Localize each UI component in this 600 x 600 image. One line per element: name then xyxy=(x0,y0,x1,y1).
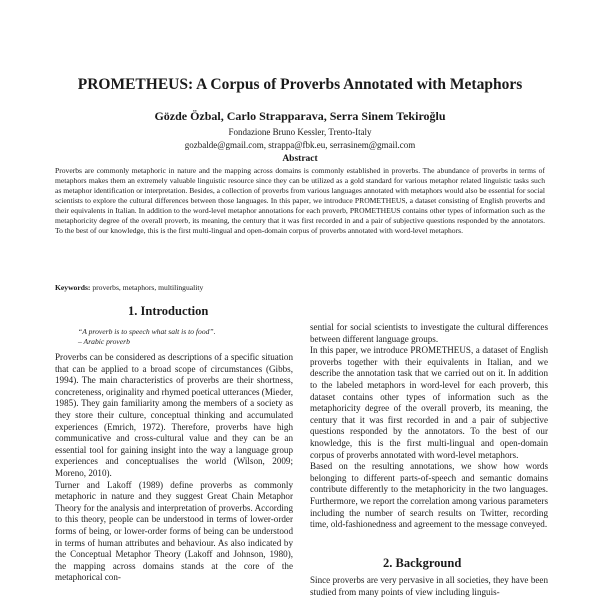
paragraph-text: , a dataset of English proverbs together with their equivalents in Italian, and we describe the annotation task that we carried out on it. In addition to the labeled metaphors in word-level for each proverb, this dataset contains other types of information such as the metaphoricity degree of the overall proverb, its meaning, the century that it was first recorded in and a pair of subjective questions responded by the annotators. To the best of our knowledge, this is the first multi-lingual and open-domain corpus of proverbs annotated with word-level metaphors. xyxy=(310,345,548,460)
keywords-label: Keywords: xyxy=(55,283,91,292)
abstract-corpus-name: PROMETHEUS xyxy=(349,206,401,215)
epigraph xyxy=(78,327,288,347)
intro-paragraph-2: Turner and Lakoff (1989) define proverbs as commonly metaphoric in nature and they suggest Great Chain Metaphor Theory for the analysis and interpretation of proverbs. According to this theory, people can be understood in terms of lower-order forms of being, or lower-order forms of being can be understood in terms of human attributes and behaviour. As also indicated by the Conceptual Metaphor Theory (Lakoff and Johnson, 1980), the mapping across domains stands at the core of the metaphorical con- xyxy=(55,479,293,583)
intro-paragraph-3: sential for social scientists to investigate the cultural differences between different language groups. xyxy=(310,322,548,344)
abstract-body xyxy=(55,166,545,236)
background-column xyxy=(310,575,548,598)
intro-paragraph-4 xyxy=(310,345,548,461)
intro-paragraph-1: Proverbs can be considered as descriptions of a specific situation that can be applied to a broad scope of circumstances (Gibbs, 1994). The main characteristics of proverbs are their shortness, concreteness, originality and rhymed poetical utterances (Mieder, 1985). They gain familiarity among the members of a society as they store their culture, conceptual thinking and accumulated experiences (Emrich, 1972). Therefore, proverbs have high communicative and cross-cultural value and they can be an essential tool for gaining insight into the way a language group experiences and conceptualises the world (Wilson, 2009; Moreno, 2010). xyxy=(55,352,294,478)
authors: Gözde Özbal, Carlo Strapparava, Serra Sinem Tekiroğlu xyxy=(154,109,446,123)
left-column xyxy=(55,352,293,584)
author-emails: gozbalde@gmail.com, strappa@fbk.eu, serrasinem@gmail.com xyxy=(184,140,416,150)
paragraph-text: In this paper, we introduce xyxy=(310,345,411,356)
title-rest: : A Corpus of Proverbs Annotated with Metaphors xyxy=(187,76,523,93)
abstract-corpus-name: PROMETHEUS xyxy=(354,196,406,205)
epigraph-quote: “A proverb is to speech what salt is to food”. xyxy=(78,327,216,336)
right-column xyxy=(310,322,548,531)
abstract-heading: Abstract xyxy=(282,154,318,164)
abstract-text: Proverbs are commonly metaphoric in nature and the mapping across domains is commonly established in proverbs. The abundance of proverbs in terms of metaphors makes them an extremely valuable linguistic resource since they can be utilized as a gold standard for various metaphor related linguistic tasks such as metaphor identification or interpretation. Besides, a collection of proverbs from various languages annotated with metaphors would also be essential for social scientists to explore the cultural differences between those languages. In this paper, we introduce xyxy=(55,166,545,205)
corpus-name: PROMETHEUS xyxy=(77,76,188,93)
intro-paragraph-5: Based on the resulting annotations, we show how words belonging to different parts-of-speech and semantic domains contribute differently to the metaphoricity in the two languages. Furthermore, we report the correlation among various parameters including the number of search results on Twitter, recording time, old-fashionedness and agreement to the message conveyed. xyxy=(310,461,548,530)
corpus-name: PROMETHEUS xyxy=(410,345,471,356)
affiliation: Fondazione Bruno Kessler, Trento-Italy xyxy=(228,127,372,137)
abstract-text: , a dataset consisting of English proverbs and their equivalents in Italian. In addition to the word-level metaphor annotations for each proverb, xyxy=(55,196,545,215)
section-heading-background: 2. Background xyxy=(383,556,462,570)
keywords xyxy=(55,283,545,293)
background-paragraph-1: Since proverbs are very pervasive in all societies, they have been studied from many points of view including linguis- xyxy=(310,575,548,597)
epigraph-source: – Arabic proverb xyxy=(78,337,130,346)
section-heading-introduction: 1. Introduction xyxy=(128,304,209,318)
abstract-text: contains other types of information such as the metaphoricity degree of the overall proverb, its meaning, the century that it was first recorded in and a pair of subjective questions responded by the annotators. To the best of our knowledge, this is the first multi-lingual and open-domain corpus of proverbs annotated with word-level metaphors. xyxy=(55,206,546,235)
keywords-text: proverbs, metaphors, multilinguality xyxy=(90,283,204,292)
paper-title xyxy=(0,76,600,94)
